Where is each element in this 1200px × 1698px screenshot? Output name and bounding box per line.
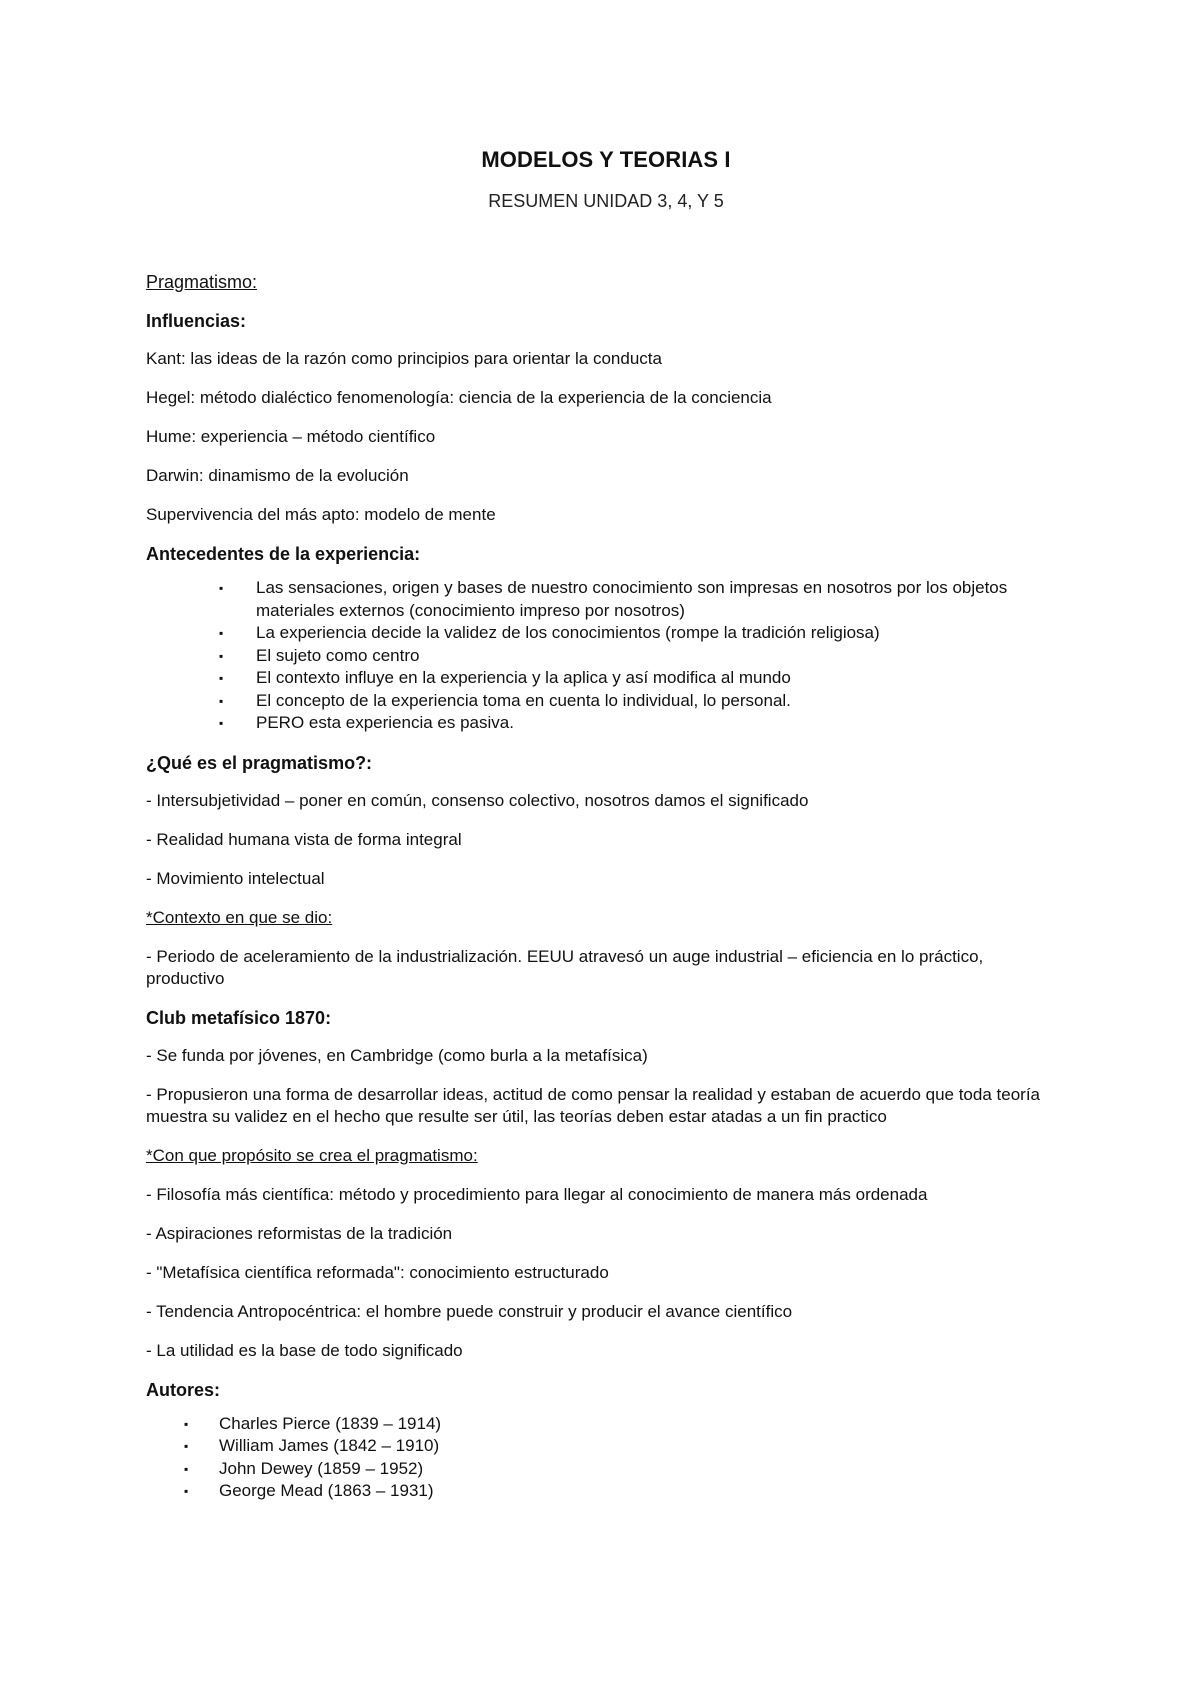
bullet-icon: ▪ [184,1484,189,1498]
bullet-icon: ▪ [219,716,224,730]
heading-influencias: Influencias: [146,311,247,331]
list-item-text: El concepto de la experiencia toma en cuenta lo individual, lo personal. [256,690,791,710]
bullet-icon: ▪ [219,581,224,595]
bullet-icon: ▪ [184,1416,189,1431]
list-item [146,1480,1066,1503]
list-item [146,1413,1066,1436]
autores-list [146,1413,1066,1503]
proposito-label: *Con que propósito se crea el pragmatismo: [146,1145,478,1165]
bullet-icon: ▪ [219,648,224,663]
list-item [146,690,1066,713]
que-es-line: - Intersubjetividad – poner en común, consenso colectivo, nosotros damos el significado [146,790,809,810]
list-item [146,712,1066,735]
list-item-text: PERO esta experiencia es pasiva. [256,713,514,732]
list-item-text: Las sensaciones, origen y bases de nuestro conocimiento son impresas en nosotros por los objetos materiales externos (conocimiento impreso por nosotros) [256,578,1008,620]
section-label-pragmatismo: Pragmatismo: [146,272,258,292]
bullet-icon: ▪ [184,1439,189,1453]
proposito-line: - Filosofía más científica: método y procedimiento para llegar al conocimiento de manera más ordenada [146,1184,928,1204]
influencia-line: Hegel: método dialéctico fenomenología: ciencia de la experiencia de la conciencia [146,388,772,407]
que-es-line: - Movimiento intelectual [146,868,325,888]
bullet-icon: ▪ [184,1461,189,1476]
list-item [146,577,1066,622]
influencia-line: Kant: las ideas de la razón como principios para orientar la conducta [146,349,662,368]
proposito-line: - La utilidad es la base de todo significado [146,1340,463,1360]
list-item-text: La experiencia decide la validez de los conocimientos (rompe la tradición religiosa) [256,623,880,642]
list-item-text: George Mead (1863 – 1931) [219,1481,434,1500]
club-line: - Se funda por jóvenes, en Cambridge (como burla a la metafísica) [146,1045,648,1065]
list-item [146,622,1066,645]
heading-que-es-pragmatismo: ¿Qué es el pragmatismo?: [146,752,373,773]
list-item [146,667,1066,690]
antecedentes-list [146,577,1066,735]
bullet-icon: ▪ [219,693,224,708]
document-subtitle: RESUMEN UNIDAD 3, 4, Y 5 [488,191,724,211]
contexto-label: *Contexto en que se dio: [146,907,333,927]
bullet-icon: ▪ [219,626,224,640]
document-body [146,147,1066,1503]
que-es-line: - Realidad humana vista de forma integral [146,829,462,849]
heading-club-metafisico: Club metafísico 1870: [146,1007,332,1028]
influencia-line: Darwin: dinamismo de la evolución [146,466,409,485]
list-item-text: Charles Pierce (1839 – 1914) [219,1413,442,1433]
heading-antecedentes: Antecedentes de la experiencia: [146,544,421,564]
club-line: - Propusieron una forma de desarrollar ideas, actitud de como pensar la realidad y estaban de acuerdo que toda teoría muestra su validez en el hecho que resulte ser útil, las teorías deben estar atadas a un fin practico [146,1084,1040,1126]
contexto-line: - Periodo de aceleramiento de la industrialización. EEUU atravesó un auge industrial – eficiencia en lo práctico, productivo [146,946,984,988]
influencia-line: Hume: experiencia – método científico [146,427,436,446]
list-item [146,1435,1066,1458]
proposito-line: - "Metafísica científica reformada": conocimiento estructurado [146,1262,609,1282]
proposito-line: - Aspiraciones reformistas de la tradición [146,1223,453,1243]
bullet-icon: ▪ [219,671,224,685]
list-item [146,1458,1066,1481]
list-item-text: William James (1842 – 1910) [219,1436,440,1455]
list-item-text: El contexto influye en la experiencia y la aplica y así modifica al mundo [256,668,791,687]
list-item [146,645,1066,668]
heading-autores: Autores: [146,1379,221,1400]
influencia-line: Supervivencia del más apto: modelo de mente [146,505,496,524]
list-item-text: John Dewey (1859 – 1952) [219,1458,424,1478]
proposito-line: - Tendencia Antropocéntrica: el hombre puede construir y producir el avance científico [146,1301,793,1321]
document-title: MODELOS Y TEORIAS I [481,147,731,172]
list-item-text: El sujeto como centro [256,645,420,665]
